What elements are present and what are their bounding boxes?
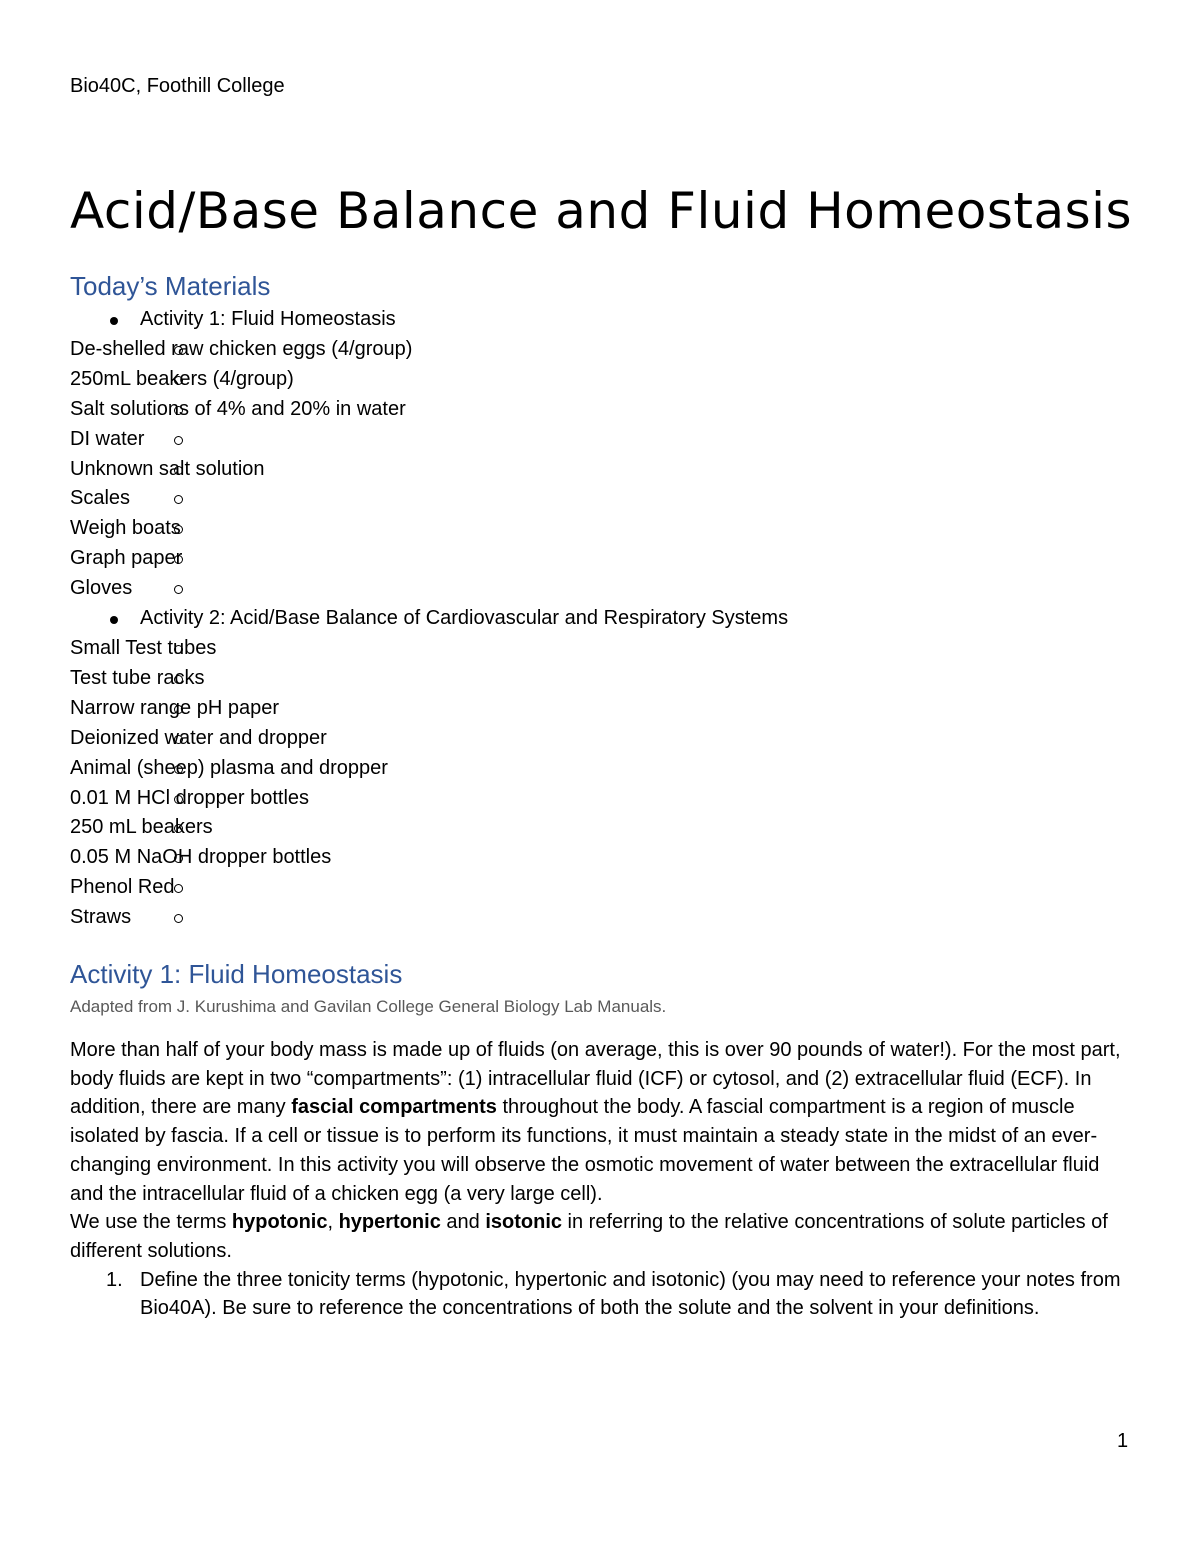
circle-bullet-icon	[174, 495, 183, 504]
material-item	[70, 455, 1130, 485]
circle-bullet-icon	[174, 585, 183, 594]
material-item	[70, 395, 1130, 425]
circle-bullet-icon	[174, 765, 183, 774]
material-text: Graph paper	[70, 547, 183, 570]
circle-bullet-icon	[174, 346, 183, 355]
material-text: 250mL beakers (4/group)	[70, 367, 294, 390]
tonicity-paragraph	[70, 1208, 1135, 1265]
question-item	[70, 1266, 1135, 1323]
material-sublist	[70, 335, 1130, 604]
material-text: Unknown salt solution	[70, 457, 265, 480]
material-item	[70, 873, 1130, 903]
material-text: Phenol Red	[70, 876, 175, 899]
circle-bullet-icon	[174, 914, 183, 923]
material-item	[70, 784, 1130, 814]
material-text: Weigh boats	[70, 517, 181, 540]
activity-group	[70, 604, 1130, 933]
material-item	[70, 664, 1130, 694]
material-text: 0.05 M NaOH dropper bottles	[70, 846, 332, 869]
materials-list	[70, 305, 1130, 933]
page-number: 1	[1117, 1430, 1129, 1452]
materials-heading: Today’s Materials	[70, 271, 271, 301]
material-item	[70, 694, 1130, 724]
material-text: Scales	[70, 487, 131, 510]
bullet-icon	[110, 616, 118, 624]
bullet-icon	[110, 317, 118, 325]
material-item	[70, 365, 1130, 395]
circle-bullet-icon	[174, 466, 183, 475]
material-item	[70, 514, 1130, 544]
activity-label: Activity 2: Acid/Base Balance of Cardiovascular and Respiratory Systems	[140, 607, 789, 630]
material-text: DI water	[70, 427, 145, 450]
activity-label: Activity 1: Fluid Homeostasis	[140, 308, 396, 330]
material-item	[70, 813, 1130, 843]
source-credit: Adapted from J. Kurushima and Gavilan College General Biology Lab Manuals.	[70, 997, 667, 1016]
circle-bullet-icon	[174, 705, 183, 714]
page-header: Bio40C, Foothill College	[70, 75, 285, 97]
paragraph-text: More than half of your body mass is made up of fluids (on average, this is over 90 pounds of water!). For the most part, body fluids are kept in two “compartments”: (1) intracellular fluid (ICF) or cytosol, and (2) extracellular fluid (ECF). In addition, there are many	[70, 1039, 1121, 1119]
circle-bullet-icon	[174, 675, 183, 684]
material-item	[70, 843, 1130, 873]
material-item	[70, 544, 1130, 574]
material-text: Narrow range pH paper	[70, 696, 279, 719]
material-item	[70, 484, 1130, 514]
activity-item	[70, 305, 1130, 335]
circle-bullet-icon	[174, 436, 183, 445]
bold-term: isotonic	[485, 1211, 562, 1234]
material-sublist	[70, 634, 1130, 933]
material-text: 250 mL beakers	[70, 816, 213, 839]
material-text: Test tube racks	[70, 666, 205, 689]
body-text	[70, 1036, 1135, 1323]
material-item	[70, 903, 1130, 933]
material-item	[70, 574, 1130, 604]
paragraph-text: ,	[327, 1211, 339, 1234]
material-text: 0.01 M HCl dropper bottles	[70, 786, 310, 809]
circle-bullet-icon	[174, 645, 183, 654]
material-text: Straws	[70, 906, 132, 929]
circle-bullet-icon	[174, 884, 183, 893]
paragraph-text: and	[440, 1211, 486, 1234]
activity-item	[70, 604, 1130, 634]
material-text: Deionized water and dropper	[70, 726, 327, 749]
bold-term: hypotonic	[231, 1211, 328, 1234]
material-item	[70, 425, 1130, 455]
material-text: Salt solutions of 4% and 20% in water	[70, 397, 406, 420]
question-text: Define the three tonicity terms (hypotonic, hypertonic and isotonic) (you may need to reference your notes from Bio40A). Be sure to reference the concentrations of both the solute and the solvent in your definitions.	[140, 1268, 1121, 1320]
material-text: De-shelled raw chicken eggs (4/group)	[70, 337, 413, 360]
question-number: 1.	[106, 1268, 123, 1291]
circle-bullet-icon	[174, 525, 183, 534]
material-item	[70, 634, 1130, 664]
material-item	[70, 724, 1130, 754]
material-item	[70, 335, 1130, 365]
bold-term: fascial compartments	[291, 1096, 497, 1119]
activity1-heading: Activity 1: Fluid Homeostasis	[70, 959, 403, 989]
circle-bullet-icon	[174, 406, 183, 415]
page-title: Acid/Base Balance and Fluid Homeostasis	[70, 182, 1133, 240]
material-item	[70, 754, 1130, 784]
circle-bullet-icon	[174, 795, 183, 804]
intro-paragraph	[70, 1036, 1135, 1208]
circle-bullet-icon	[174, 735, 183, 744]
activity-group	[70, 305, 1130, 604]
circle-bullet-icon	[174, 376, 183, 385]
material-text: Small Test tubes	[70, 636, 217, 659]
paragraph-text: throughout the body. A fascial compartment is a region of muscle isolated by fascia. If a cell or tissue is to perform its functions, it must maintain a steady state in the midst of an ever-changing environment. In this activity you will observe the osmotic movement of water between the extracellular fluid and the intracellular fluid of a chicken egg (a very large cell).	[70, 1096, 1100, 1205]
paragraph-text: in referring to the relative concentrations of solute particles of different solutions.	[70, 1211, 1108, 1262]
material-text: Animal (sheep) plasma and dropper	[70, 756, 388, 779]
paragraph-text: We use the terms	[70, 1211, 232, 1234]
material-text: Gloves	[70, 577, 133, 600]
bold-term: hypertonic	[338, 1211, 441, 1234]
